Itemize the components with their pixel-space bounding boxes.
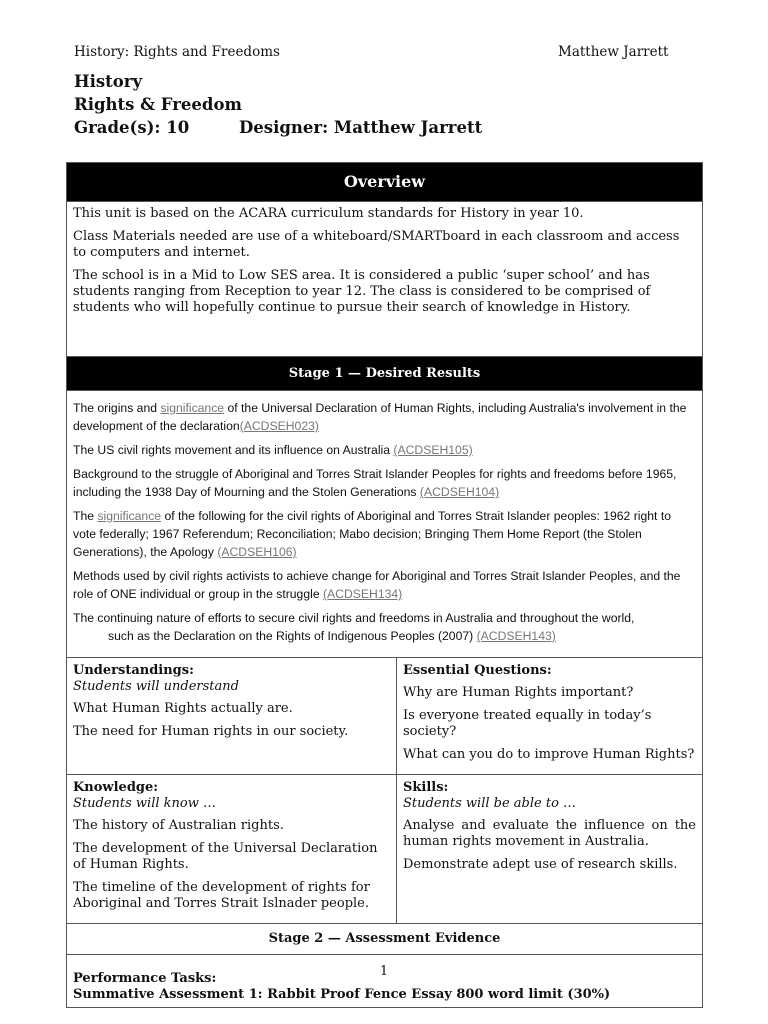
essential-question-item: Is everyone treated equally in today’s society? (403, 708, 652, 739)
curriculum-code-link[interactable]: (ACDSEH143) (476, 629, 556, 643)
desired-results-list (67, 391, 703, 658)
doc-grades: Grade(s): 10 (74, 118, 190, 137)
understanding-item: The need for Human rights in our society. (73, 724, 349, 739)
stage2-heading: Stage 2 — Assessment Evidence (67, 924, 703, 955)
essential-questions-heading: Essential Questions: (403, 663, 552, 678)
unit-plan-table (66, 162, 703, 1008)
doc-designer: Designer: Matthew Jarrett (239, 118, 483, 137)
essential-question-item: What can you do to improve Human Rights? (403, 747, 695, 762)
skill-item: Analyse and evaluate the influence on the human rights movement in Australia. (403, 818, 696, 849)
desired-result-item: The significance of the following for the civil rights of Aboriginal and Torres Strait Islander peoples: 1962 right to vote federally; 1967 Referendum; Reconciliation; Mabo decision; Bringing Them Home Report (the Stolen Generations), the Apology (ACDSEH106) (73, 509, 671, 559)
skill-item: Demonstrate adept use of research skills. (403, 857, 678, 872)
knowledge-item: The history of Australian rights. (73, 818, 284, 833)
running-header-title: History: Rights and Freedoms (74, 44, 280, 60)
understandings-cell (67, 658, 397, 775)
desired-result-item: Background to the struggle of Aboriginal and Torres Strait Islander Peoples for rights and freedoms before 1965, including the 1938 Day of Mourning and the Stolen Generations (ACDSEH104) (73, 467, 677, 499)
skills-heading: Skills: (403, 780, 449, 795)
running-header-author: Matthew Jarrett (558, 44, 669, 60)
stage1-heading: Stage 1 — Desired Results (67, 357, 703, 391)
essential-question-item: Why are Human Rights important? (403, 685, 634, 700)
knowledge-item: The timeline of the development of rights for Aboriginal and Torres Strait Islnader people. (73, 880, 370, 911)
doc-title-subject: History (74, 72, 143, 91)
curriculum-code-link[interactable]: (ACDSEH023) (239, 419, 319, 433)
knowledge-subheading: Students will know … (73, 796, 216, 811)
knowledge-cell (67, 775, 397, 924)
understandings-subheading: Students will understand (73, 679, 239, 694)
curriculum-code-link[interactable]: (ACDSEH134) (322, 587, 403, 601)
significance-link[interactable]: significance (160, 401, 225, 415)
understanding-item: What Human Rights actually are. (73, 701, 293, 716)
overview-heading: Overview (67, 163, 703, 202)
understandings-heading: Understandings: (73, 663, 194, 678)
performance-tasks-cell (67, 955, 703, 1008)
doc-title-unit: Rights & Freedom (74, 95, 242, 114)
significance-link[interactable]: significance (97, 509, 162, 523)
overview-paragraph: This unit is based on the ACARA curriculum standards for History in year 10. (73, 206, 584, 221)
knowledge-item: The development of the Universal Declaration of Human Rights. (73, 841, 378, 872)
essential-questions-cell (397, 658, 703, 775)
performance-tasks-heading: Performance Tasks: (73, 971, 217, 986)
page-number: 1 (379, 964, 389, 979)
summative-assessment-1: Summative Assessment 1: Rabbit Proof Fence Essay 800 word limit (30%) (73, 987, 611, 1002)
skills-cell (397, 775, 703, 924)
desired-result-item: The US civil rights movement and its influence on Australia (ACDSEH105) (73, 443, 473, 457)
knowledge-heading: Knowledge: (73, 780, 159, 795)
overview-paragraph: The school is in a Mid to Low SES area. It is considered a public ‘super school’ and has students ranging from Reception to year 12. The class is considered to be comprised of students who will hopefully continue to pursue their search of knowledge in History. (73, 268, 651, 315)
curriculum-code-link[interactable]: (ACDSEH106) (217, 545, 297, 559)
overview-paragraph: Class Materials needed are use of a whiteboard/SMARTboard in each classroom and access to computers and internet. (73, 229, 680, 260)
desired-result-item: The origins and significance of the Universal Declaration of Human Rights, including Australia's involvement in the development of the declaration(ACDSEH023) (73, 401, 687, 433)
curriculum-code-link[interactable]: (ACDSEH104) (419, 485, 500, 499)
desired-result-item: Methods used by civil rights activists to achieve change for Aboriginal and Torres Strait Islander Peoples, and the role of ONE individual or group in the struggle (ACDSEH134) (73, 569, 681, 601)
overview-body (67, 202, 703, 357)
skills-subheading: Students will be able to … (403, 796, 577, 811)
curriculum-code-link[interactable]: (ACDSEH105) (393, 443, 473, 457)
desired-result-item: The continuing nature of efforts to secure civil rights and freedoms in Australia and throughout the world, such as the Declaration on the Rights of Indigenous Peoples (2007) (ACDSEH143) (73, 611, 635, 643)
